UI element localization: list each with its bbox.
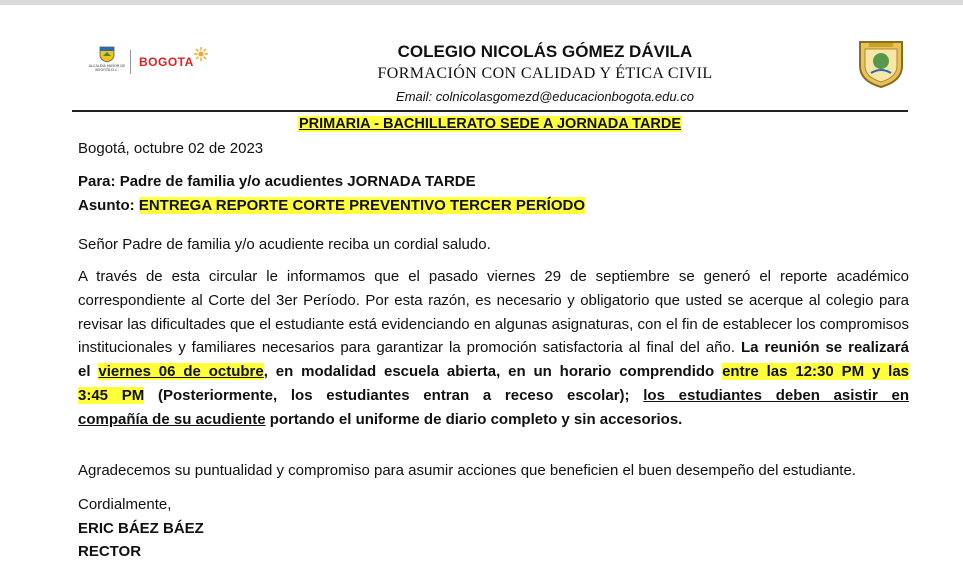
letter-greeting: Señor Padre de familia y/o acudiente reciba un cordial saludo.	[78, 236, 491, 253]
letter-closing: Cordialmente,	[78, 496, 172, 513]
letter-thanks: Agradecemos su puntualidad y compromiso para asumir acciones que beneficien el buen desempeño del estudiante.	[78, 462, 856, 479]
body-text: (Posteriormente, los estudiantes entran a receso escolar);	[157, 386, 630, 404]
logo-divider	[130, 50, 131, 74]
signer-name: ERIC BÁEZ BÁEZ	[78, 520, 204, 537]
school-motto: FORMACIÓN CON CALIDAD Y ÉTICA CIVIL	[377, 65, 713, 82]
header-rule	[72, 110, 908, 112]
bogota-star-icon	[194, 47, 208, 61]
attendance-note: compañía de su acudiente	[78, 410, 266, 428]
letter-body	[78, 265, 909, 432]
letter-subject	[78, 196, 585, 216]
body-text: , en modalidad escuela abierta, en un horario comprendido	[263, 363, 715, 381]
body-text: institucionales y familiares necesarios para garantizar la promoción satisfactoria al final del año.	[78, 339, 736, 357]
school-crest-icon	[857, 39, 905, 89]
alcaldia-bogota-logo	[87, 44, 209, 78]
body-line: revisar las dificultades que el estudiante está evidenciando en algunas asignaturas, con el fin de establecer los compromisos	[78, 315, 909, 333]
body-line	[78, 336, 909, 360]
body-text: el	[78, 363, 91, 381]
alcaldia-logo	[87, 44, 127, 78]
letter-recipient: Para: Padre de familia y/o acudientes JORNADA TARDE	[78, 173, 476, 190]
banner-container	[72, 115, 908, 133]
section-banner: PRIMARIA - BACHILLERATO SEDE A JORNADA TARDE	[298, 116, 682, 132]
uniform-note: portando el uniforme de diario completo y sin accesorios.	[269, 410, 683, 428]
top-border	[0, 0, 963, 5]
body-line	[78, 384, 909, 408]
body-line: A través de esta circular le informamos que el pasado viernes 29 de septiembre se generó el reporte académico	[78, 268, 909, 285]
body-line	[78, 360, 909, 384]
body-line	[78, 408, 909, 432]
subject-label: Asunto:	[78, 197, 135, 214]
meeting-date: viernes 06 de octubre	[98, 363, 264, 381]
subject-text: ENTREGA REPORTE CORTE PREVENTIVO TERCER PERÍODO	[138, 197, 585, 214]
meeting-time: entre las 12:30 PM y las	[722, 363, 910, 381]
meeting-time-end: 3:45 PM	[78, 386, 145, 404]
signer-title: RECTOR	[78, 543, 142, 560]
coat-of-arms-icon	[99, 46, 115, 63]
bogota-logo-text: BOGOTA	[139, 55, 194, 69]
letter-date: Bogotá, octubre 02 de 2023	[78, 140, 264, 157]
meeting-intro: La reunión se realizará	[741, 339, 909, 357]
body-line: correspondiente al Corte del 3er Período. Por esta razón, es necesario y obligatorio que usted se acerque al colegio para	[78, 291, 909, 309]
attendance-note: los estudiantes deben asistir en	[643, 386, 909, 404]
alcaldia-text: ALCALDÍA MAYOR DE BOGOTÁ D.C.	[88, 64, 126, 72]
school-name: COLEGIO NICOLÁS GÓMEZ DÁVILA	[397, 42, 693, 61]
school-email: Email: colnicolasgomezd@educacionbogota.edu.co	[396, 89, 694, 104]
